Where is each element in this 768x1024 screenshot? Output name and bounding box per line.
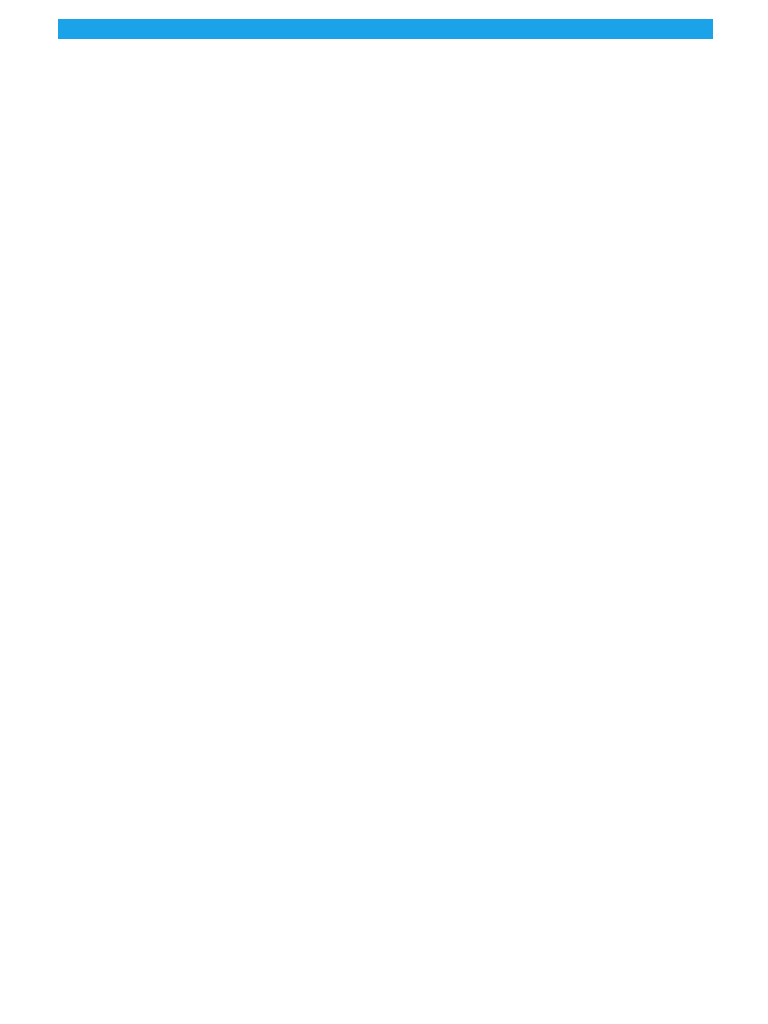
document-page <box>38 0 728 1024</box>
document-title <box>38 2 728 10</box>
header-banner <box>58 19 713 39</box>
title-block <box>38 0 728 16</box>
document-body <box>38 43 728 1018</box>
document-subtitle <box>38 10 728 15</box>
